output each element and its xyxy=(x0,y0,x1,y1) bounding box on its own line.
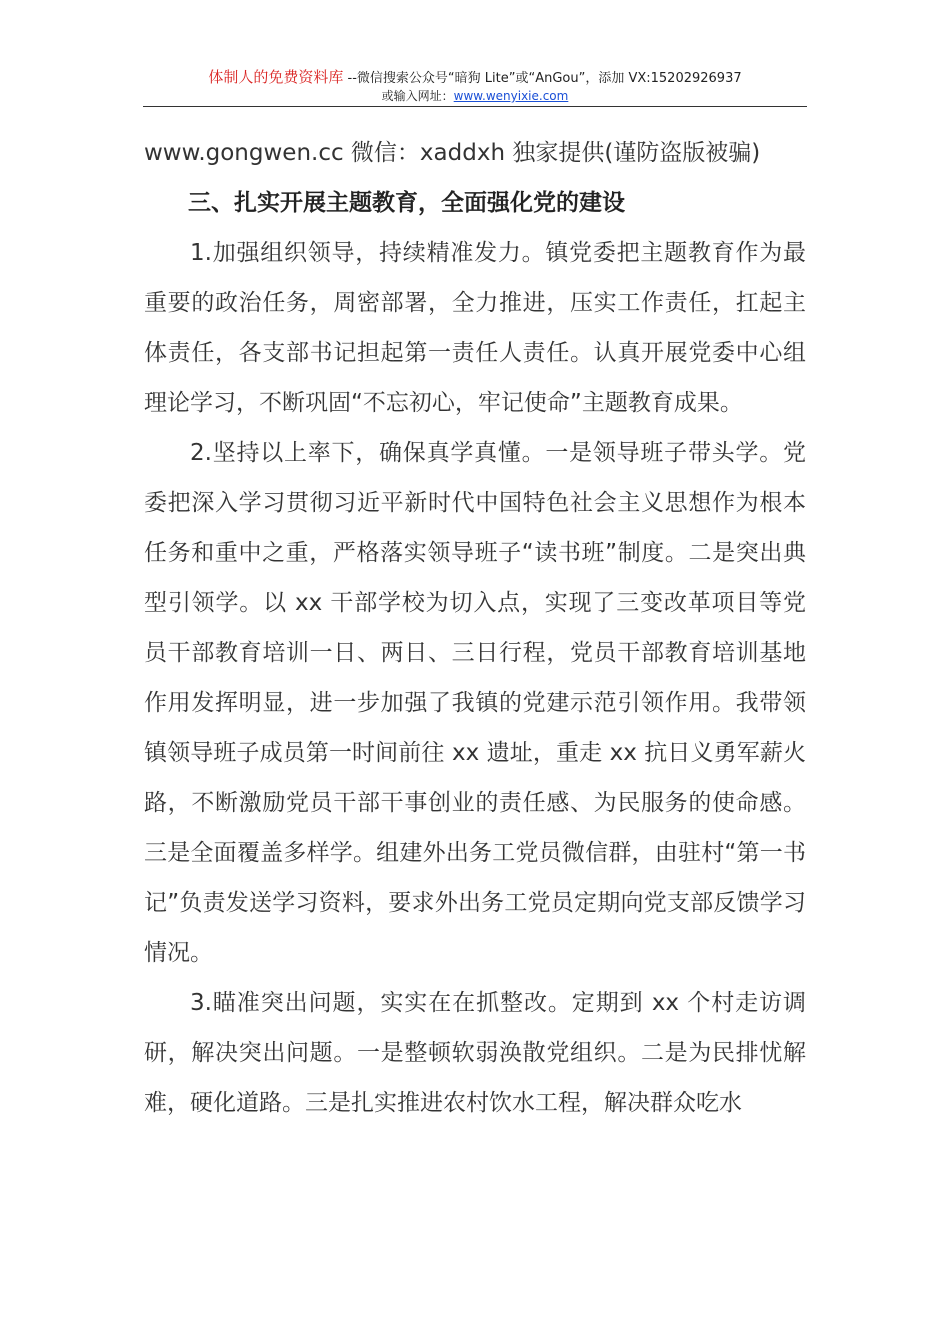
header-url-link[interactable]: www.wenyixie.com xyxy=(453,89,569,103)
header-notice: --微信搜索公众号“暗狗 Lite”或“AnGou”，添加 VX:15202926937 xyxy=(343,71,742,86)
source-line: www.gongwen.cc 微信：xaddxh 独家提供(谨防盗版被骗) xyxy=(144,140,761,166)
paragraph-3: 3.瞄准突出问题，实实在在抓整改。定期到 xx 个村走访调研，解决突出问题。一是整顿软弱涣散党组织。二是为民排忧解难，硬化道路。三是扎实推进农村饮水工程，解决群众吃水 xyxy=(144,990,806,1116)
page-header xyxy=(0,0,950,110)
header-notice-line xyxy=(0,68,950,88)
header-url-line xyxy=(0,88,950,104)
paragraph-2: 2.坚持以上率下，确保真学真懂。一是领导班子带头学。党委把深入学习贯彻习近平新时代中国特色社会主义思想作为根本任务和重中之重，严格落实领导班子“读书班”制度。二是突出典型引领学。以 xx 干部学校为切入点，实现了三变改革项目等党员干部教育培训一日、两日、三日行程，党员干部教育培训基地作用发挥明显，进一步加强了我镇的党建示范引领作用。我带领镇领导班子成员第一时间前往 xx 遗址，重走 xx 抗日义勇军薪火路，不断激励党员干部干事创业的责任感、为民服务的使命感。三是全面覆盖多样学。组建外出务工党员微信群，由驻村“第一书记”负责发送学习资料，要求外出务工党员定期向党支部反馈学习情况。 xyxy=(144,440,806,966)
paragraph-1: 1.加强组织领导，持续精准发力。镇党委把主题教育作为最重要的政治任务，周密部署，全力推进，压实工作责任，扛起主体责任，各支部书记担起第一责任人责任。认真开展党委中心组理论学习，不断巩固“不忘初心，牢记使命”主题教育成果。 xyxy=(144,240,806,416)
header-brand: 体制人的免费资料库 xyxy=(208,68,344,86)
document-body xyxy=(144,128,806,1128)
section-heading: 三、扎实开展主题教育，全面强化党的建设 xyxy=(188,190,625,216)
header-divider xyxy=(143,106,807,107)
header-url-prefix: 或输入网址： xyxy=(381,89,454,103)
